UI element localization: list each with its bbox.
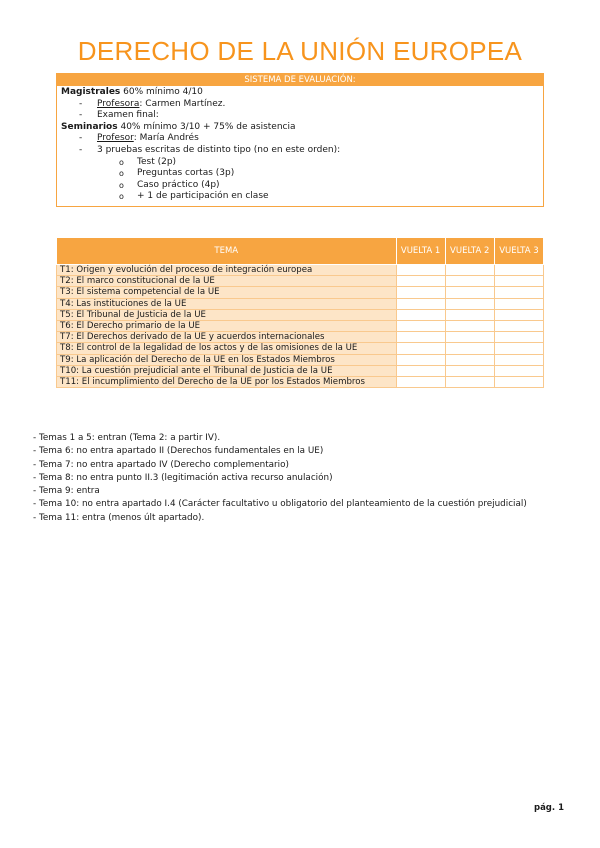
topic-name-cell: T11: El incumplimiento del Derecho de la UE por los Estados Miembros: [57, 377, 397, 388]
vuelta-3-cell: [494, 298, 543, 309]
seminarios-detail: 40% mínimo 3/10 + 75% de asistencia: [120, 121, 296, 132]
vuelta-1-cell: [396, 265, 445, 276]
topic-name-cell: T6: El Derecho primario de la UE: [57, 321, 397, 332]
vuelta-3-cell: [494, 343, 543, 354]
seminarios-profesor: - Profesor: María Andrés: [79, 133, 199, 144]
topic-name-cell: T7: El Derechos derivado de la UE y acuerdos internacionales: [57, 332, 397, 343]
vuelta-3-cell: [494, 354, 543, 365]
table-row: [57, 287, 544, 298]
profesora-label: Profesora: [97, 98, 140, 109]
header-tema: TEMA: [57, 238, 397, 265]
vuelta-3-cell: [494, 332, 543, 343]
prueba-item: o + 1 de participación en clase: [119, 191, 269, 202]
note-item: - Tema 7: no entra apartado IV (Derecho complementario): [33, 459, 289, 470]
profesor-label: Profesor: [97, 133, 134, 144]
prueba-item: o Test (2p): [119, 156, 177, 167]
evaluation-body: [57, 86, 543, 204]
vuelta-2-cell: [445, 321, 494, 332]
topic-name-cell: T5: El Tribunal de Justicia de la UE: [57, 309, 397, 320]
evaluation-header: SISTEMA DE EVALUACIÓN:: [57, 74, 543, 86]
table-row: [57, 377, 544, 388]
magistrales-examen: - Examen final:: [79, 110, 159, 121]
vuelta-2-cell: [445, 287, 494, 298]
note-item: - Tema 6: no entra apartado II (Derechos fundamentales en la UE): [33, 446, 324, 457]
vuelta-1-cell: [396, 365, 445, 376]
vuelta-3-cell: [494, 321, 543, 332]
magistrales-line: [61, 87, 539, 99]
vuelta-1-cell: [396, 343, 445, 354]
table-row: [57, 321, 544, 332]
magistrales-label: Magistrales: [61, 87, 121, 97]
notes-list: [33, 432, 573, 525]
page-number: pág. 1: [533, 803, 564, 813]
topic-name-cell: T4: Las instituciones de la UE: [57, 298, 397, 309]
vuelta-3-cell: [494, 309, 543, 320]
vuelta-2-cell: [445, 377, 494, 388]
note-item: - Tema 8: no entra punto II.3 (legitimación activa recurso anulación): [33, 472, 333, 483]
prueba-item: o Preguntas cortas (3p): [119, 168, 235, 179]
vuelta-1-cell: [396, 287, 445, 298]
table-row: [57, 332, 544, 343]
profesora-name: : Carmen Martínez.: [139, 98, 226, 109]
vuelta-2-cell: [445, 365, 494, 376]
vuelta-1-cell: [396, 321, 445, 332]
examen-text: Examen final:: [97, 110, 159, 121]
topic-name-cell: T3: El sistema competencial de la UE: [57, 287, 397, 298]
note-item: - Temas 1 a 5: entran (Tema 2: a partir IV).: [33, 433, 221, 443]
vuelta-1-cell: [396, 276, 445, 287]
topic-name-cell: T1: Origen y evolución del proceso de integración europea: [57, 265, 397, 276]
magistrales-profesora: - Profesora: Carmen Martínez.: [79, 98, 226, 109]
seminarios-pruebas: - 3 pruebas escritas de distinto tipo (no en este orden):: [79, 144, 341, 155]
table-row: [57, 276, 544, 287]
vuelta-2-cell: [445, 343, 494, 354]
topic-name-cell: T10: La cuestión prejudicial ante el Tribunal de Justicia de la UE: [57, 365, 397, 376]
topic-name-cell: T9: La aplicación del Derecho de la UE en los Estados Miembros: [57, 354, 397, 365]
evaluation-box: [56, 73, 544, 207]
header-vuelta-2: VUELTA 2: [445, 238, 494, 265]
seminarios-line: [61, 122, 539, 134]
header-vuelta-1: VUELTA 1: [396, 238, 445, 265]
note-item: - Tema 10: no entra apartado I.4 (Carácter facultativo u obligatorio del planteamiento de la cuestión prejudicial): [33, 499, 527, 510]
vuelta-3-cell: [494, 265, 543, 276]
vuelta-3-cell: [494, 377, 543, 388]
seminarios-label: Seminarios: [61, 121, 118, 132]
table-row: [57, 365, 544, 376]
magistrales-detail: 60% mínimo 4/10: [123, 87, 203, 97]
vuelta-3-cell: [494, 276, 543, 287]
vuelta-1-cell: [396, 377, 445, 388]
topics-table: [56, 237, 544, 388]
header-vuelta-3: VUELTA 3: [494, 238, 543, 265]
vuelta-2-cell: [445, 265, 494, 276]
vuelta-2-cell: [445, 276, 494, 287]
vuelta-2-cell: [445, 298, 494, 309]
table-header-row: [57, 238, 544, 265]
note-item: - Tema 11: entra (menos últ apartado).: [33, 512, 205, 523]
vuelta-1-cell: [396, 332, 445, 343]
topic-name-cell: T2: El marco constitucional de la UE: [57, 276, 397, 287]
table-row: [57, 265, 544, 276]
vuelta-2-cell: [445, 309, 494, 320]
table-row: [57, 343, 544, 354]
vuelta-1-cell: [396, 298, 445, 309]
vuelta-2-cell: [445, 354, 494, 365]
profesor-name: : María Andrés: [133, 133, 199, 144]
vuelta-3-cell: [494, 287, 543, 298]
document-title: DERECHO DE LA UNIÓN EUROPEA: [77, 36, 523, 66]
note-item: - Tema 9: entra: [33, 486, 100, 497]
vuelta-1-cell: [396, 354, 445, 365]
pruebas-text: 3 pruebas escritas de distinto tipo (no en este orden):: [97, 144, 341, 155]
vuelta-1-cell: [396, 309, 445, 320]
topic-name-cell: T8: El control de la legalidad de los actos y de las omisiones de la UE: [57, 343, 397, 354]
table-row: [57, 354, 544, 365]
prueba-item: o Caso práctico (4p): [119, 179, 220, 190]
vuelta-3-cell: [494, 365, 543, 376]
table-row: [57, 309, 544, 320]
vuelta-2-cell: [445, 332, 494, 343]
table-row: [57, 298, 544, 309]
